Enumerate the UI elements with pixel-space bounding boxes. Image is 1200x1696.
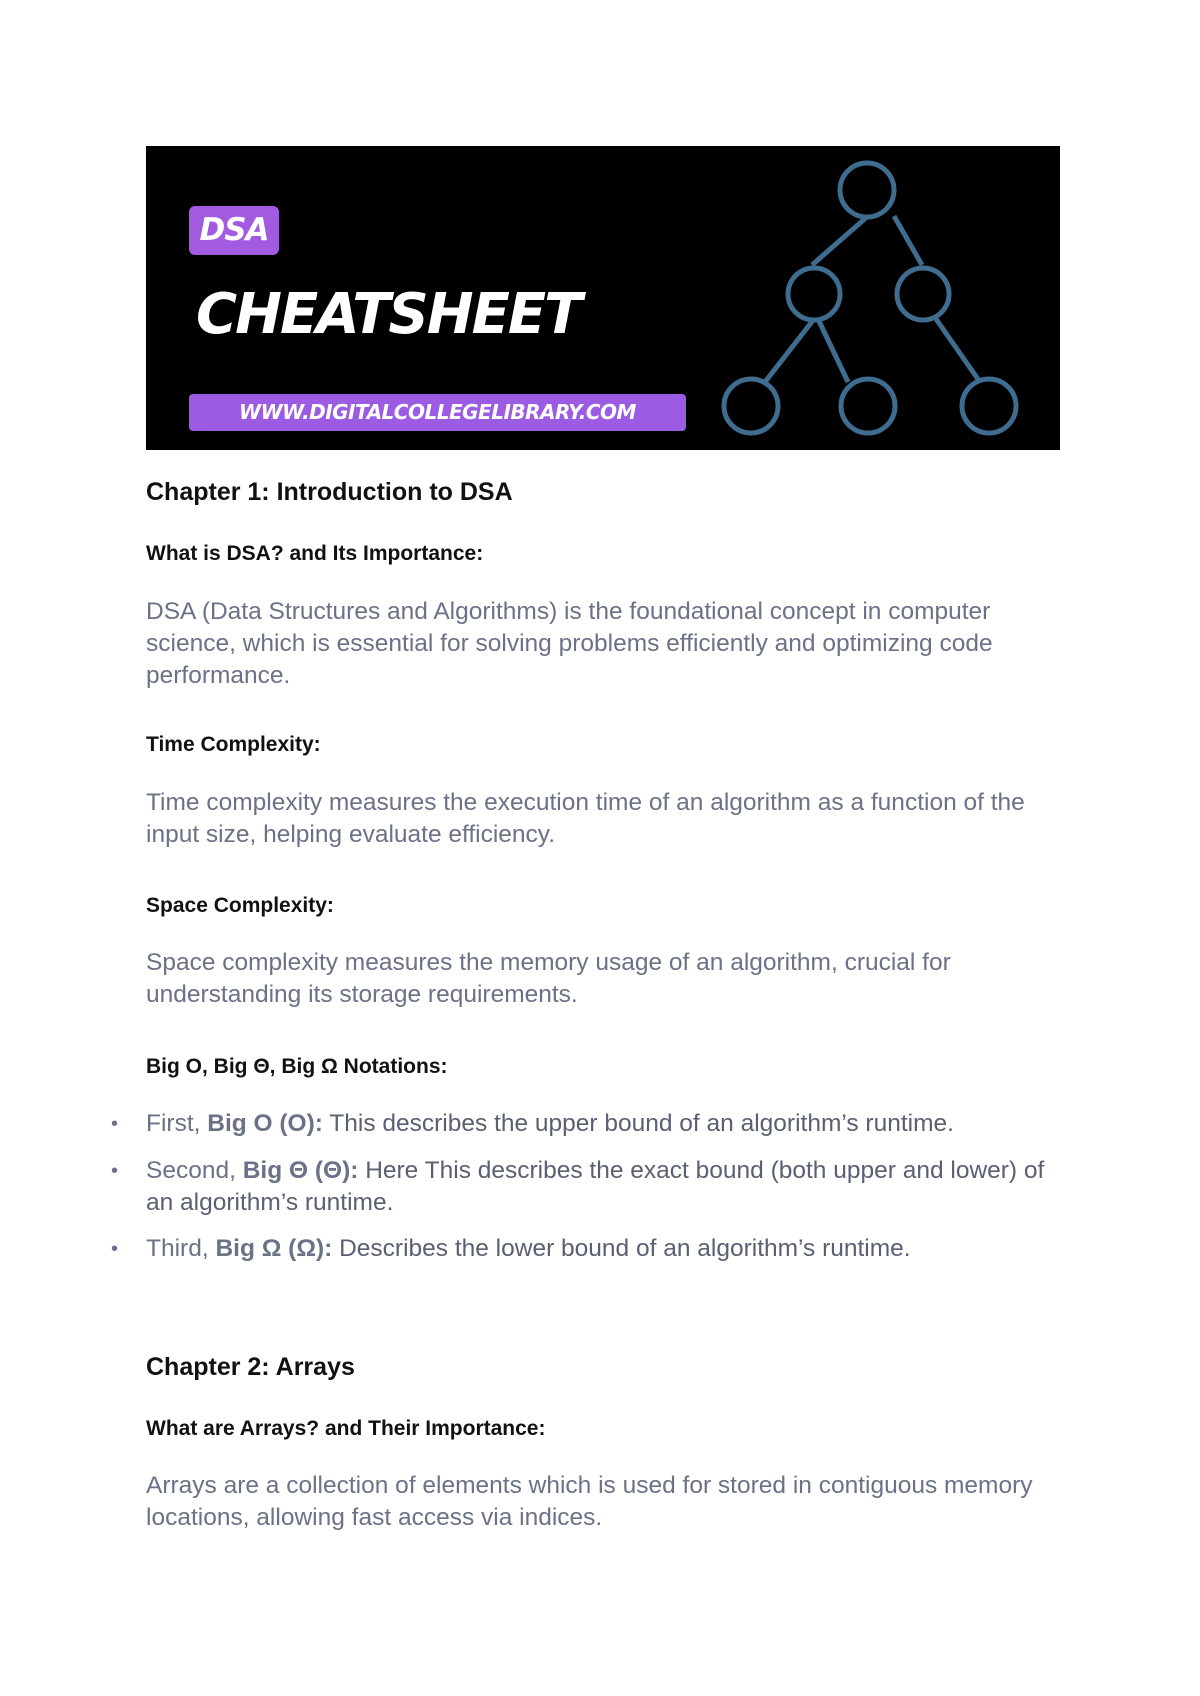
bullet-icon: • — [111, 1238, 119, 1260]
item-text: This describes the upper bound of an algorithm’s runtime. — [322, 1110, 954, 1137]
tree-edge — [812, 216, 868, 265]
section-heading: What is DSA? and Its Importance: — [146, 542, 484, 565]
tree-node — [897, 268, 949, 320]
tree-edge — [818, 319, 848, 382]
section-body: Space complexity measures the memory usage of an algorithm, crucial for understanding its storage requirements. — [146, 949, 951, 1008]
cheatsheet-banner — [146, 146, 1060, 450]
notations-heading: Big O, Big Θ, Big Ω Notations: — [146, 1055, 448, 1078]
item-term: Big O (O): — [207, 1110, 323, 1137]
item-lead: Third, — [146, 1235, 216, 1262]
banner-title: CHEATSHEET — [196, 282, 581, 347]
section-heading: Time Complexity: — [146, 733, 321, 756]
item-lead: Second, — [146, 1157, 243, 1184]
chapter-1-title: Chapter 1: Introduction to DSA — [146, 478, 513, 506]
dsa-badge: DSA — [189, 206, 279, 255]
tree-edge — [765, 319, 814, 382]
item-term: Big Θ (Θ): — [242, 1157, 359, 1184]
item-lead: First, — [146, 1110, 208, 1137]
tree-node — [724, 379, 778, 433]
list-item — [111, 1233, 1066, 1265]
section-body: DSA (Data Structures and Algorithms) is the foundational concept in computer science, which is essential for solving problems efficiently and optimizing code performance. — [146, 598, 993, 689]
website-url-badge: WWW.DIGITALCOLLEGELIBRARY.COM — [189, 394, 686, 431]
tree-node — [962, 379, 1016, 433]
section-body: Time complexity measures the execution time of an algorithm as a function of the input size, helping evaluate efficiency. — [146, 789, 1025, 848]
item-text: Here This describes the exact bound (both upper and lower) of an algorithm’s runtime. — [146, 1157, 1045, 1216]
tree-node — [788, 268, 840, 320]
tree-edge — [894, 216, 922, 265]
bullet-icon: • — [111, 1113, 119, 1135]
list-item — [111, 1108, 1066, 1140]
item-term: Big Ω (Ω): — [215, 1235, 333, 1262]
bullet-icon: • — [111, 1160, 119, 1182]
item-text: Describes the lower bound of an algorithm’s runtime. — [332, 1235, 911, 1262]
chapter-2-title: Chapter 2: Arrays — [146, 1353, 355, 1381]
tree-node — [841, 379, 895, 433]
section-heading: What are Arrays? and Their Importance: — [146, 1417, 546, 1440]
section-heading: Space Complexity: — [146, 894, 334, 917]
binary-tree-icon — [146, 146, 1060, 450]
list-item — [111, 1155, 1066, 1219]
tree-edge — [936, 319, 980, 382]
section-body: Arrays are a collection of elements which is used for stored in contiguous memory locations, allowing fast access via indices. — [146, 1472, 1033, 1531]
tree-node — [840, 163, 894, 217]
